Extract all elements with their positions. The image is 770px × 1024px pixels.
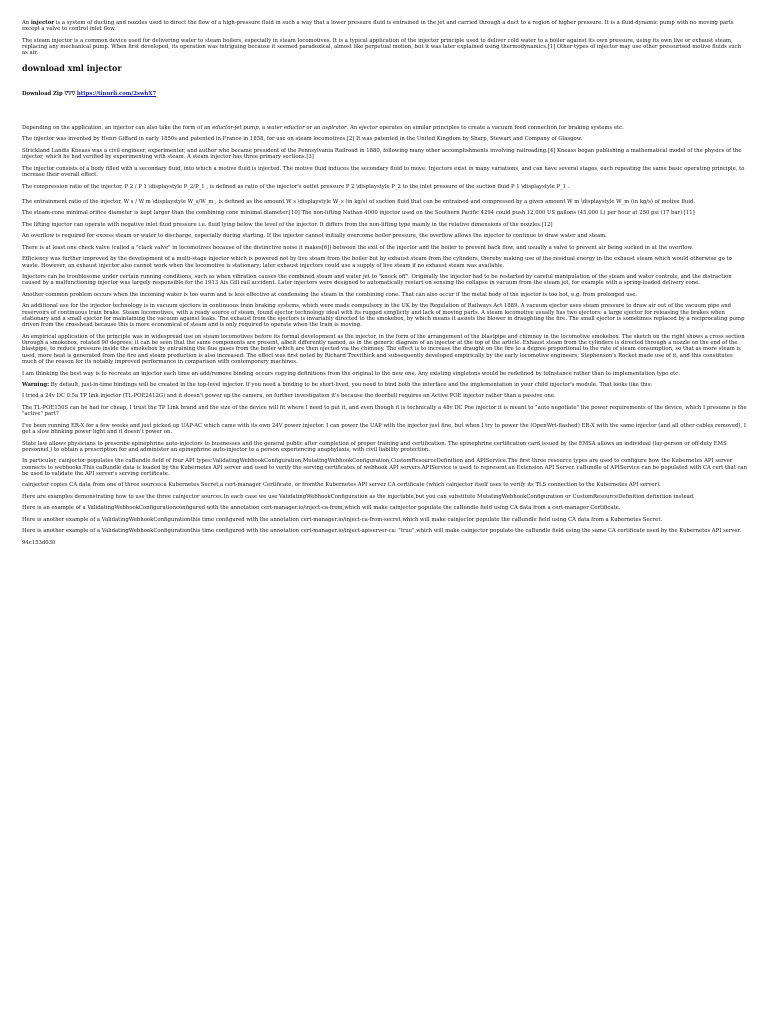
paragraph: The compression ratio of the injector, P 2 / P 1 \displaystyle P_2/P_1 , is defined as ratio of the injector's outlet pressure P 2 \displaystyle P_2 to the inlet pressure of the suction fluid P 1 \displaystyle P_1 . xyxy=(22,183,570,190)
paragraph: There is at least one check valve (called a "clack valve" in locomotives because of the distinctive noise it makes[6]) between the exit of the injector and the boiler to prevent back flow, and usually a valve to prevent air being sucked in at the overflow. xyxy=(22,244,694,251)
intro-paragraph-2: The steam injector is a common device used for delivering water to steam boilers, especially in steam locomotives. It is a typical application of the injector principle used to deliver cold water to a boiler against its own pressure, using its own live or exhaust steam, replacing any mechanical pump. When first developed, its operation was intriguing because it seemed paradoxical, almost like perpetual motion, but it was later explained using thermodynamics.[1] Other types of injector may use other pressurised motive fluids such as air. xyxy=(22,37,742,57)
paragraph: An overflow is required for excess steam or water to discharge, especially during starting. If the injector cannot initially overcome boiler pressure, the overflow allows the injector to continue to draw water and steam. xyxy=(22,233,607,240)
paragraph: An empirical application of the principle was in widespread use on steam locomotives before its formal development as the injector, in the form of the arrangement of the blastpipe and chimney in the locomotive smokebox. The sketch on the right shows a cross section through a smokebox, rotated 90 degrees; it can be seen that the same components are present, albeit differently named, as in the generic diagram of an injector at the top of the article. Exhaust steam from the cylinders is directed through a nozzle on the end of the blastpipe, to reduce pressure inside the smokebox by entraining the flue gases from the boiler which are then ejected via the chimney. The effect is to increase the draught on the fire to a degree proportional to the rate of steam consumption, so that as more steam is used, more heat is generated from the fire and steam production is also increased. The effect was first noted by Richard Trevithick and subsequently developed empirically by the early locomotive engineers; Stephenson's Rocket made use of it, and this constitutes much of the reason for its notably improved performance in comparison with contemporary machines. xyxy=(22,333,745,366)
paragraph: Here is an example of a ValidatingWebhookConfigurationconfigured with the annotation cert-manager.io/inject-ca-from,which will make cainjector populate the caBundle field using CA data from a cert-manager Certificate. xyxy=(22,505,621,512)
paragraph: The steam-cone minimal orifice diameter is kept larger than the combining cone minimal diameter.[10] The non-lifting Nathan 4000 injector used on the Southern Pacific 4294 could push 12,000 US gallons (45,000 L) per hour at 250 psi (17 bar).[11] xyxy=(22,210,695,217)
paragraph: cainjector copies CA data from one of three sources:a Kubernetes Secret,a cert-manager Certificate, or fromthe Kubernetes API server CA certificate (which cainjector itself uses to verify its TLS connection to the Kubernetes API server). xyxy=(22,482,661,489)
paragraph: The lifting injector can operate with negative inlet fluid pressure i.e. fluid lying below the level of the injector. It differs from the non-lifting type mainly in the relative dimensions of the nozzles.[12] xyxy=(22,221,553,228)
download-link[interactable]: https://tinurli.com/2swhX7 xyxy=(76,90,157,97)
hash-code: 94c153d030 xyxy=(22,539,56,546)
paragraph: Another common problem occurs when the incoming water is too warm and is less effective at condensing the steam in the combining cone. That can also occur if the metal body of the injector is too hot, e.g. from prolonged use. xyxy=(22,291,638,298)
paragraph: An additional use for the injector technology is in vacuum ejectors in continuous train braking systems, which were made compulsory in the UK by the Regulation of Railways Act 1889. A vacuum ejector uses steam pressure to draw air out of the vacuum pipe and reservoirs of continuous train brake. Steam locomotives, with a ready source of steam, found ejector technology ideal with its rugged simplicity and lack of moving parts. A steam locomotive usually has two ejectors: a large ejector for releasing the brakes when stationary and a small ejector for maintaining the vacuum against leaks. The exhaust from the ejectors is invariably directed to the smokebox, by which means it assists the blower in draughting the fire. The small ejector is sometimes replaced by a reciprocating pump driven from the crosshead because this is more economical of steam and is only required to operate when the train is moving. xyxy=(22,303,745,329)
paragraph: The entrainment ratio of the injector, W s / W m \displaystyle W_s/W_m , is defined as the amount W s \displaystyle W_s (in kg/s) of suction fluid that can be entrained and compressed by a given amount W m \displaystyle W_m (in kg/s) of motive fluid. xyxy=(22,198,696,205)
term-injector: injector xyxy=(30,20,55,26)
paragraph: I've been running ER-X for a few weeks and just picked up UAP-AC which came with its own 24V power injector. I can power the UAP with the injector just fine, but when I try to power the (OpenWrt-flashed) ER-X with the same injector (and all other cables removed), I get a slow blinking power light and it doesn't power on. xyxy=(22,422,746,436)
paragraph: State law allows physicians to prescribe epinephrine auto-injectors to businesses and the general public after completion of proper training and certification. The epinephrine certification card issued by the EMSA allows an individual (lay-person or off-duty EMS personnel,) to obtain a prescription for and administer an epinephrine auto-injector to a person experiencing anaphylaxis, with civil liability protection. xyxy=(22,440,727,453)
paragraph: Depending on the application, an injector can also take the form of an eductor-jet pump, a water eductor or an aspirator. An ejector operates on similar principles to create a vacuum feed connection for braking systems etc. xyxy=(22,124,624,131)
intro-paragraph-1: An injector is a system of ducting and nozzles used to direct the flow of a high-pressure fluid in such a way that a lower pressure fluid is entrained in the jet and carried through a duct to a region of higher pressure. It is a fluid-dynamic pump with no moving parts except a valve to control inlet flow. xyxy=(22,20,734,33)
paragraph: Strickland Landis Kneass was a civil engineer, experimenter, and author who became president of the Pennsylvania Railroad in 1880, following many other accomplishments involving railroading.[4] Kneass began publishing a mathematical model of the physics of the injector, which he had verified by experimenting with steam. A steam injector has three primary sections.[3] xyxy=(22,147,742,161)
paragraph: In particular, cainjector populates the caBundle field of four API types:ValidatingWebhookConfiguration,MutatingWebhookConfiguration,CustomResourceDefinition and APIService.The first three resource types are used to configure how the Kubernetes API server connects to webhooks.This caBundle data is loaded by the Kubernetes API server and used to verify the serving certificates of webhook API servers.APIService is used to represent an Extension API Server. caBundle of APIService can be populated with CA cert that can be used to validate the API server's serving certificate. xyxy=(22,458,748,477)
paragraph: Here is another example of a ValidatingWebhookConfigurationthis time configured with the annotation cert-manager.io/inject-apiserver-ca: "true",which will make cainjector populate the caBundle field using the same CA certificate used by the Kubernetes API server. xyxy=(22,528,742,535)
paragraph: I tried a 24v DC 0.5a TP link injector (TL-POE2412G) and it doesn't power up the camera, on further investigation it's because the doorbell requires an Active POE injector rather than a passive one. xyxy=(22,393,556,400)
paragraph: The injector was invented by Henri Giffard in early 1850s and patented in France in 1858, for use on steam locomotives.[2] It was patented in the United Kingdom by Sharp, Stewart and Company of Glasgow. xyxy=(22,136,583,143)
paragraph: Injectors can be troublesome under certain running conditions, such as when vibration causes the combined steam and water jet to "knock off". Originally the injector had to be restarted by careful manipulation of the steam and water controls, and the distraction caused by a malfunctioning injector was largely responsible for the 1913 Ais Gill rail accident. Later injectors were designed to automatically restart on sensing the collapse in vacuum from the steam jet, for example with a spring-loaded delivery cone. xyxy=(22,274,732,287)
paragraph: The TL-POE150S can be had for cheap, I trust the TP Link brand and the size of the device will fit where I need to put it, and even though it is technically a 48v DC Poe injector it is meant to "auto negotiate" the power requirements of the device, which I presume is the "active" part? xyxy=(22,404,747,418)
download-line xyxy=(22,91,748,97)
warning-label: Warning: xyxy=(22,381,50,388)
page-title: download xml injector xyxy=(22,62,122,73)
paragraph: Here are examples demonstrating how to use the three cainjector sources.In each case we use ValidatingWebhookConfiguration as the injectable,but you can substitute MutatingWebhookConfiguration or CustomResourceDefinition definition instead. xyxy=(22,493,695,500)
paragraph: Here is another example of a ValidatingWebhookConfigurationthis time configured with the annotation cert-manager.io/inject-ca-from-secret,which will make cainjector populate the caBundle field using CA data from a Kubernetes Secret. xyxy=(22,516,663,523)
download-label: Download Zip xyxy=(22,90,63,97)
paragraph: The injector consists of a body filled with a secondary fluid, into which a motive fluid is injected. The motive fluid induces the secondary fluid to move. Injectors exist in many variations, and can have several stages, each repeating the same basic operating principle, to increase their overall effect. xyxy=(22,165,745,179)
warning-paragraph: Warning: By default, just-in-time bindings will be created in the top-level injector. If you need a binding to be short-lived, you need to bind both the interface and the implementation in your child injector's module. That looks like this: xyxy=(22,381,653,388)
paragraph: Efficiency was further improved by the development of a multi-stage injector which is powered not by live steam from the boiler but by exhaust steam from the cylinders, thereby making use of the residual energy in the exhaust steam which would otherwise go to waste. However, an exhaust injector also cannot work when the locomotive is stationary; later exhaust injectors could use a supply of live steam if no exhaust steam was available. xyxy=(22,256,732,269)
download-glyphs: ᐁᐁᐁ xyxy=(64,90,76,97)
paragraph: I am thinking the best way is to recreate an injector each time an add/remove binding occurs copying definitions from the original to the new one. Any existing singletons would be redefined by toInstance rather than to implementation type etc. xyxy=(22,370,680,377)
